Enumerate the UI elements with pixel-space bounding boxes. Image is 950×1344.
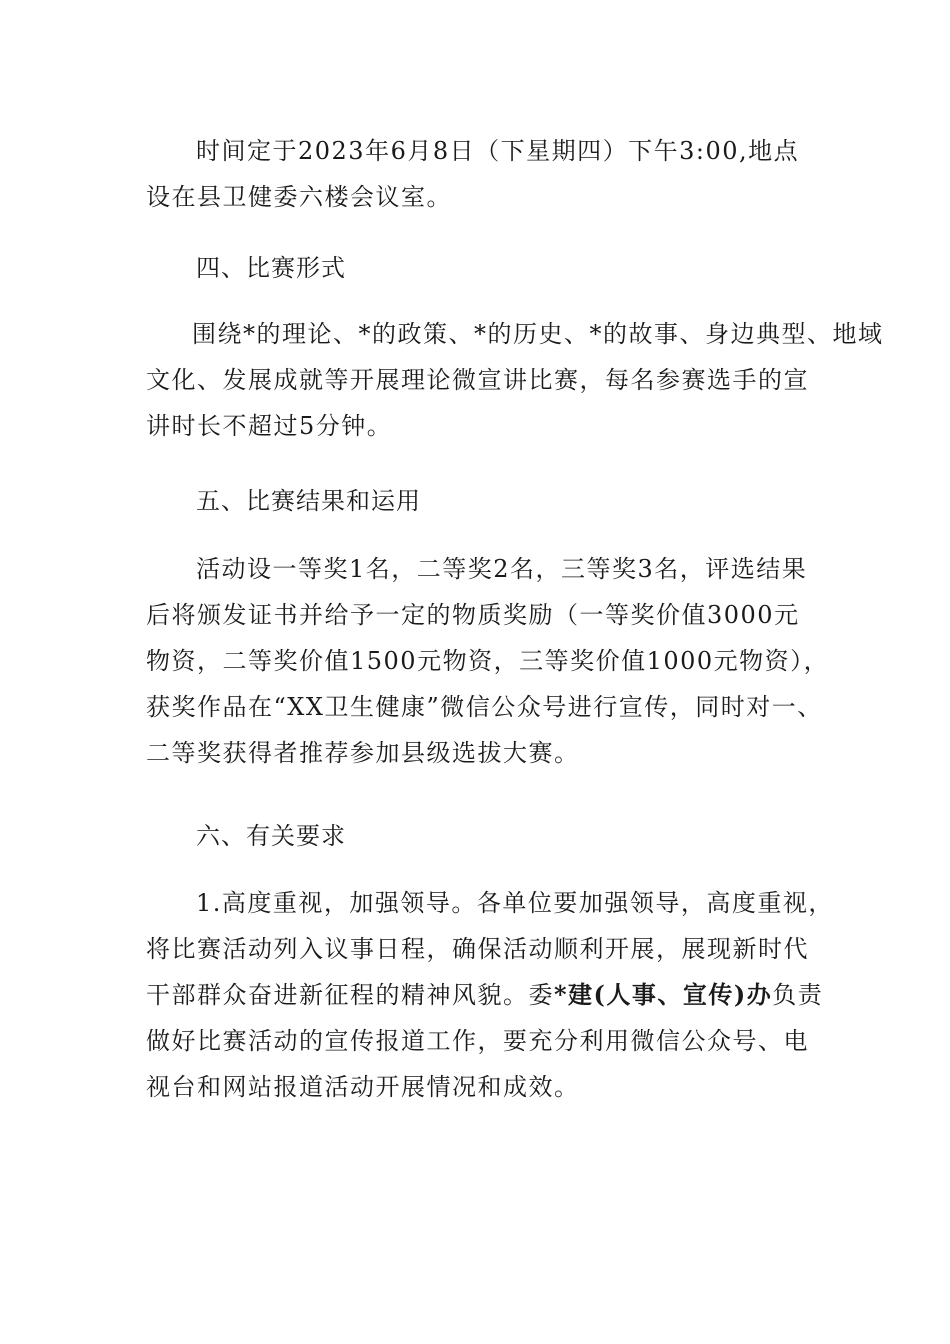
text-line: 视台和网站报道活动开展情况和成效。: [146, 1073, 580, 1101]
text-line: 二等奖获得者推荐参加县级选拔大赛。: [146, 739, 580, 767]
text-line: 时间定于2023年6月8日（下星期四）下午3:00,地点: [196, 137, 800, 165]
text-line: 做好比赛活动的宣传报道工作，要充分利用微信公众号、电: [146, 1027, 809, 1055]
text-segment: 负责: [772, 981, 824, 1009]
section-heading-6: 六、有关要求: [196, 822, 346, 850]
text-line: 活动设一等奖1名，二等奖2名，三等奖3名，评选结果: [196, 555, 808, 583]
text-line: 设在县卫健委六楼会议室。: [146, 183, 452, 211]
text-line: 围绕*的理论、*的政策、*的历史、*的故事、身边典型、地域: [192, 320, 884, 348]
text-line: 1.高度重视，加强领导。各单位要加强领导，高度重视，: [196, 889, 834, 917]
text-segment: 干部群众奋进新征程的精神风貌。委: [146, 981, 554, 1009]
paragraph-competition-form: [146, 311, 884, 449]
text-line: 获奖作品在“XX卫生健康”微信公众号进行宣传，同时对一、: [146, 693, 823, 721]
text-line: 物资，二等奖价值1500元物资，三等奖价值1000元物资），: [146, 647, 830, 675]
text-line: 将比赛活动列入议事日程，确保活动顺利开展，展现新时代: [146, 935, 809, 963]
text-line: 讲时长不超过5分钟。: [146, 412, 393, 440]
paragraph-requirements: [146, 880, 834, 1110]
paragraph-time-location: [146, 128, 814, 220]
section-heading-5: 五、比赛结果和运用: [196, 487, 421, 515]
text-line: [146, 972, 824, 1018]
text-line: 后将颁发证书并给予一定的物质奖励（一等奖价值3000元: [146, 601, 800, 629]
bold-department-name: *建(人事、宣传)办: [554, 980, 773, 1009]
paragraph-results: [146, 546, 830, 776]
text-line: 文化、发展成就等开展理论微宣讲比赛，每名参赛选手的宣: [146, 366, 809, 394]
section-heading-4: 四、比赛形式: [196, 254, 346, 282]
